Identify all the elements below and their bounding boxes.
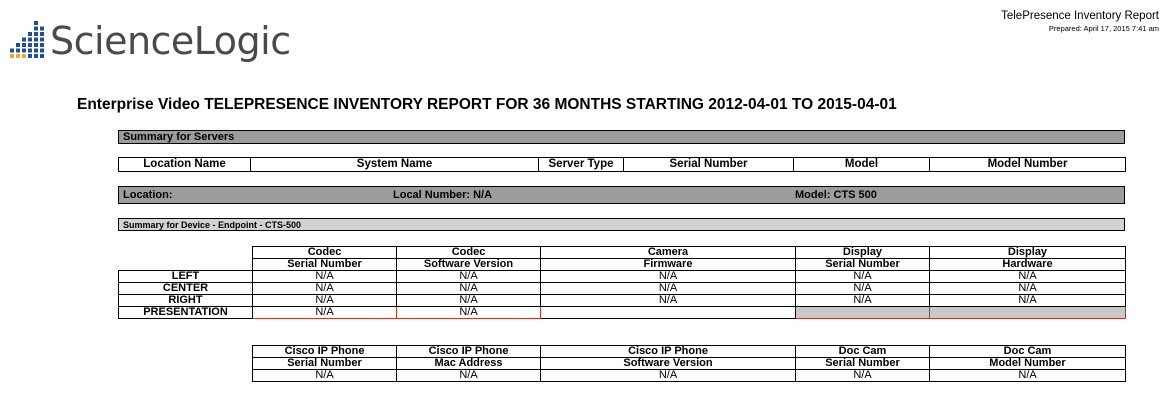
column-subheader: Serial Number <box>796 358 930 370</box>
table-cell: N/A <box>930 370 1126 382</box>
table-row <box>119 307 1126 319</box>
table-cell: N/A <box>253 307 397 319</box>
model-label: Model: CTS 500 <box>795 189 877 201</box>
row-label: CENTER <box>119 283 253 295</box>
column-header: Display <box>796 247 930 259</box>
table-cell: N/A <box>397 370 541 382</box>
column-header: Doc Cam <box>796 346 930 358</box>
column-header: System Name <box>251 158 539 172</box>
column-subheader: Software Version <box>397 259 541 271</box>
row-label: PRESENTATION <box>119 307 253 319</box>
row-label: LEFT <box>119 271 253 283</box>
summary-servers-bar <box>118 130 1125 144</box>
table-cell: N/A <box>253 283 397 295</box>
local-number-label: Local Number: N/A <box>393 189 493 201</box>
table-cell: N/A <box>930 283 1126 295</box>
table-cell: N/A <box>930 295 1126 307</box>
table-cell: N/A <box>796 295 930 307</box>
table-cell: N/A <box>541 283 796 295</box>
column-subheader: Mac Address <box>397 358 541 370</box>
column-subheader: Serial Number <box>796 259 930 271</box>
table-cell: N/A <box>397 271 541 283</box>
column-subheader: Serial Number <box>253 259 397 271</box>
column-header: Model Number <box>930 158 1126 172</box>
table-cell: N/A <box>930 271 1126 283</box>
report-title: Enterprise Video TELEPRESENCE INVENTORY REPORT FOR 36 MONTHS STARTING 2012-04-01 TO 2015-04-01 <box>77 96 897 113</box>
column-subheader: Hardware <box>930 259 1126 271</box>
column-header: Model <box>794 158 930 172</box>
logo-text: ScienceLogic <box>50 19 291 63</box>
table-cell <box>541 307 796 319</box>
device-summary-label: Summary for Device - Endpoint - CTS-500 <box>123 219 302 230</box>
sciencelogic-logo <box>8 14 291 63</box>
column-header: Serial Number <box>624 158 794 172</box>
report-header-title: TelePresence Inventory Report <box>1001 10 1159 22</box>
column-header: Codec <box>253 247 397 259</box>
column-header: Cisco IP Phone <box>253 346 397 358</box>
table-cell: N/A <box>397 295 541 307</box>
report-header <box>1001 10 1159 33</box>
table-cell: N/A <box>253 370 397 382</box>
logo-dots-icon <box>8 14 48 58</box>
table-cell: N/A <box>541 295 796 307</box>
column-header: Cisco IP Phone <box>397 346 541 358</box>
prepared-date: Prepared: April 17, 2015 7:41 am <box>1048 24 1159 33</box>
column-subheader: Firmware <box>541 259 796 271</box>
column-subheader: Model Number <box>930 358 1126 370</box>
device-summary-bar <box>118 218 1125 231</box>
table-row <box>253 370 1126 382</box>
table-cell <box>796 307 930 319</box>
summary-servers-label: Summary for Servers <box>123 131 235 143</box>
column-subheader: Software Version <box>541 358 796 370</box>
table-cell <box>930 307 1126 319</box>
column-header: Codec <box>397 247 541 259</box>
table-cell: N/A <box>253 271 397 283</box>
table-row <box>119 271 1126 283</box>
table-cell: N/A <box>796 271 930 283</box>
server-columns-table <box>118 157 1126 172</box>
row-label: RIGHT <box>119 295 253 307</box>
column-header: Server Type <box>539 158 624 172</box>
column-header: Camera <box>541 247 796 259</box>
table-cell: N/A <box>541 370 796 382</box>
table-cell: N/A <box>397 283 541 295</box>
column-header: Display <box>930 247 1126 259</box>
column-header: Location Name <box>119 158 251 172</box>
table-cell: N/A <box>796 370 930 382</box>
table-cell: N/A <box>253 295 397 307</box>
column-subheader: Serial Number <box>253 358 397 370</box>
column-header: Doc Cam <box>930 346 1126 358</box>
phone-doccam-table <box>252 345 1126 382</box>
endpoint-table <box>118 246 1126 319</box>
location-bar <box>118 186 1125 204</box>
table-cell: N/A <box>397 307 541 319</box>
table-cell: N/A <box>541 271 796 283</box>
column-header: Cisco IP Phone <box>541 346 796 358</box>
location-label: Location: <box>123 189 173 201</box>
table-cell: N/A <box>796 283 930 295</box>
table-row <box>119 295 1126 307</box>
table-row <box>119 283 1126 295</box>
